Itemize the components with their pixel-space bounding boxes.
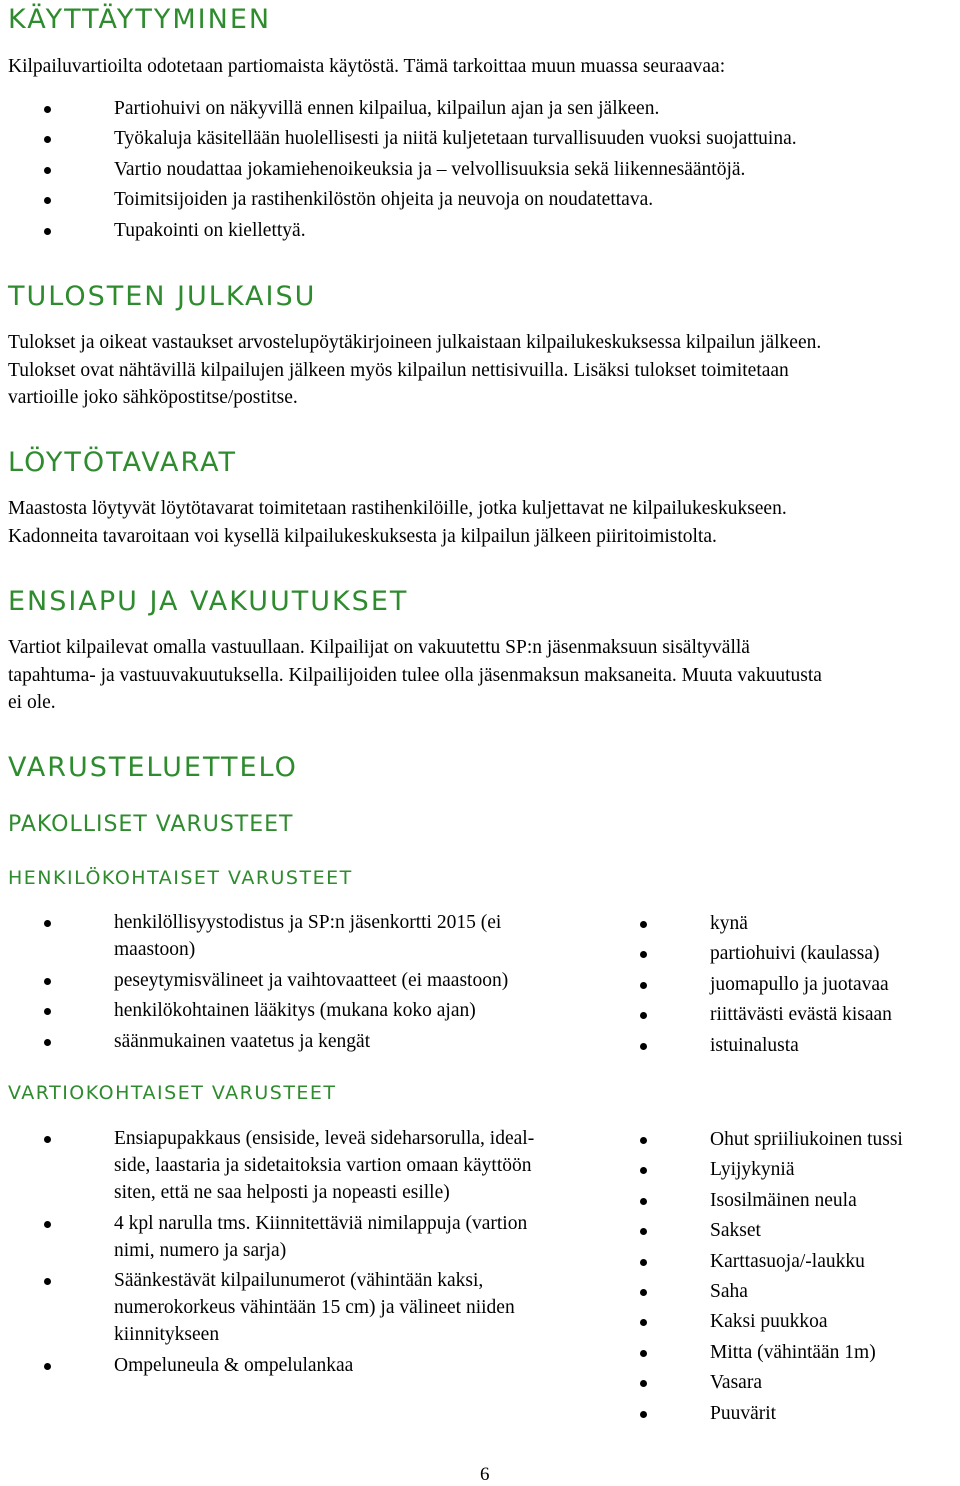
list-item: istuinalusta	[640, 1031, 940, 1061]
list-item: Karttasuoja/-laukku	[640, 1247, 940, 1277]
list-item: Vartio noudattaa jokamiehenoikeuksia ja – velvollisuuksia sekä liikennesääntöjä.	[44, 155, 944, 185]
subheading-patrol: VARTIOKOHTAISET VARUSTEET	[8, 1082, 337, 1104]
list-item: Puuvärit	[640, 1399, 940, 1429]
results-paragraph	[8, 329, 958, 412]
list-item: riittävästi evästä kisaan	[640, 1000, 940, 1030]
list-item: Ohut spriiliukoinen tussi	[640, 1125, 940, 1155]
list-item: Mitta (vähintään 1m)	[640, 1338, 940, 1368]
personal-list-right	[640, 909, 940, 1061]
section-heading-equipment: VARUSTELUETTELO	[8, 752, 298, 783]
subheading-personal: HENKILÖKOHTAISET VARUSTEET	[8, 867, 353, 889]
paragraph-line: ei ole.	[8, 692, 56, 713]
list-item: Saha	[640, 1277, 940, 1307]
list-item: henkilöllisyystodistus ja SP:n jäsenkortti 2015 (ei maastoon)	[44, 909, 544, 963]
list-item: Lyijykyniä	[640, 1155, 940, 1185]
paragraph-line: Tulokset ja oikeat vastaukset arvostelupöytäkirjoineen julkaistaan kilpailukeskuksessa kilpailun jälkeen.	[8, 332, 822, 353]
list-item: Toimitsijoiden ja rastihenkilöstön ohjeita ja neuvoja on noudatettava.	[44, 185, 944, 215]
list-item: Sakset	[640, 1216, 940, 1246]
list-item: peseytymisvälineet ja vaihtovaatteet (ei maastoon)	[44, 967, 544, 994]
list-item: Partiohuivi on näkyvillä ennen kilpailua, kilpailun ajan ja sen jälkeen.	[44, 94, 944, 124]
list-item: säänmukainen vaatetus ja kengät	[44, 1028, 544, 1055]
page-number: 6	[480, 1464, 490, 1485]
list-item: Tupakointi on kiellettyä.	[44, 216, 944, 246]
list-item: Työkaluja käsitellään huolellisesti ja niitä kuljetetaan turvallisuuden vuoksi suojattuina.	[44, 124, 944, 154]
paragraph-line: Tulokset ovat nähtävillä kilpailujen jälkeen myös kilpailun nettisivuilla. Lisäksi tulokset toimitetaan	[8, 359, 789, 381]
list-item: Kaksi puukkoa	[640, 1307, 940, 1337]
personal-list-left	[44, 909, 544, 1058]
list-item: Isosilmäinen neula	[640, 1186, 940, 1216]
list-item: Vasara	[640, 1368, 940, 1398]
list-item: 4 kpl narulla tms. Kiinnitettäviä nimilappuja (vartion nimi, numero ja sarja)	[44, 1210, 544, 1264]
section-heading-first-aid: ENSIAPU JA VAKUUTUKSET	[8, 586, 409, 617]
list-item: partiohuivi (kaulassa)	[640, 939, 940, 969]
list-item: kynä	[640, 909, 940, 939]
list-item: juomapullo ja juotavaa	[640, 970, 940, 1000]
paragraph-line: Maastosta löytyvät löytötavarat toimitetaan rastihenkilöille, jotka kuljettavat ne kilpailukeskukseen.	[8, 498, 787, 519]
first-aid-paragraph	[8, 634, 958, 717]
list-item: henkilökohtainen lääkitys (mukana koko ajan)	[44, 997, 544, 1024]
patrol-list-left	[44, 1125, 544, 1382]
paragraph-line: Vartiot kilpailevat omalla vastuullaan. Kilpailijat on vakuutettu SP:n jäsenmaksuun sisältyvällä	[8, 637, 750, 658]
paragraph-line: Kadonneita tavaroitaan voi kysellä kilpailukeskuksesta ja kilpailun jälkeen piiritoimistolta.	[8, 525, 717, 547]
list-item: Ensiapupakkaus (ensiside, leveä sideharsorulla, ideal-side, laastaria ja sidetaitoksia vartion omaan käyttöön siten, että ne saa helposti ja nopeasti esille)	[44, 1125, 544, 1206]
lost-found-paragraph	[8, 495, 958, 550]
section-heading-lost-found: LÖYTÖTAVARAT	[8, 447, 237, 478]
behavior-bullet-list	[44, 94, 944, 246]
patrol-list-right	[640, 1125, 940, 1429]
list-item: Säänkestävät kilpailunumerot (vähintään kaksi, numerokorkeus vähintään 15 cm) ja välineet niiden kiinnitykseen	[44, 1267, 544, 1348]
section-heading-behavior: KÄYTTÄYTYMINEN	[8, 4, 272, 35]
paragraph-line: tapahtuma- ja vastuuvakuutuksella. Kilpailijoiden tulee olla jäsenmaksun maksaneita. Muuta vakuutusta	[8, 664, 822, 686]
list-item: Ompeluneula & ompelulankaa	[44, 1352, 544, 1379]
behavior-intro: Kilpailuvartioilta odotetaan partiomaista käytöstä. Tämä tarkoittaa muun muassa seuraavaa:	[8, 56, 726, 77]
subheading-mandatory: PAKOLLISET VARUSTEET	[8, 812, 294, 837]
paragraph-line: vartioille joko sähköpostitse/postitse.	[8, 387, 298, 408]
section-heading-results: TULOSTEN JULKAISU	[8, 281, 317, 312]
